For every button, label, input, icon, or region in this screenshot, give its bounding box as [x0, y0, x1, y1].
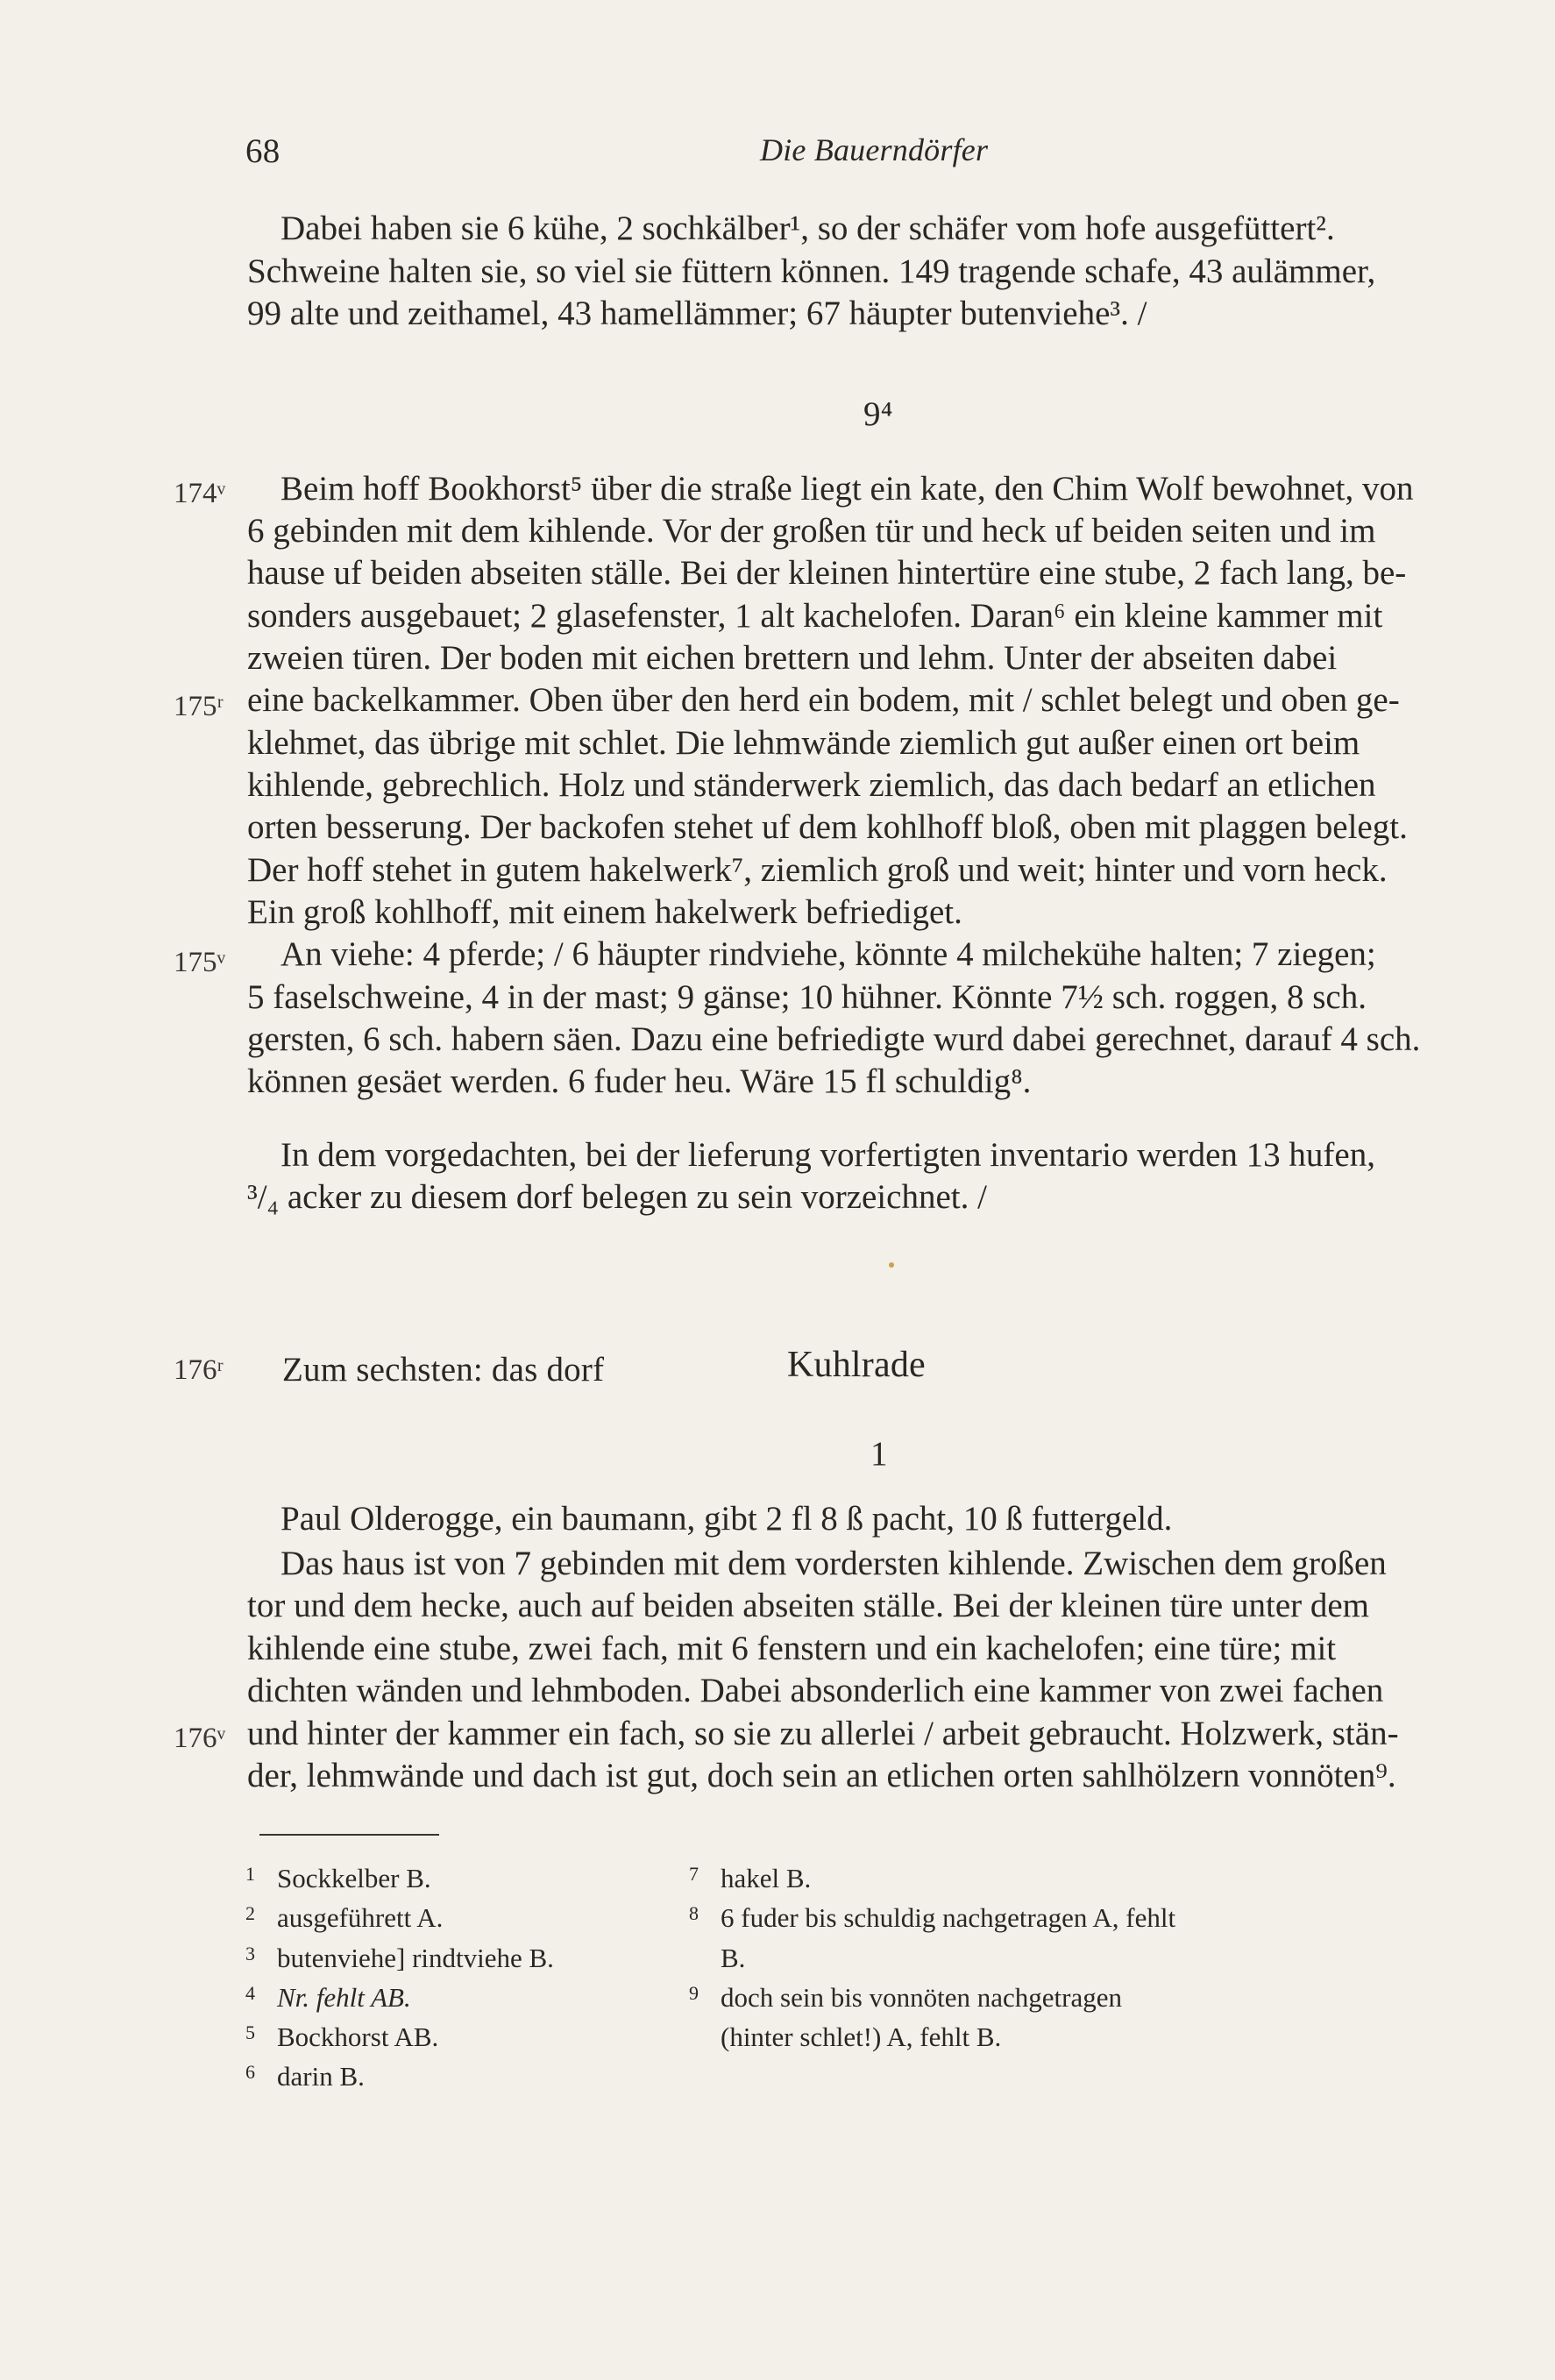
village-intro: Zum sechsten: das dorf — [282, 1351, 605, 1389]
footnote-number: 1 — [245, 1863, 255, 1885]
footnote-text: ausgeführett A. — [277, 1902, 444, 1933]
folio-marker: 175ᵛ — [174, 947, 226, 978]
text-line: orten besserung. Der backofen stehet uf dem kohlhoff bloß, oben mit plaggen belegt. — [247, 808, 1408, 846]
text-line: An viehe: 4 pferde; / 6 häupter rindviehe, könnte 4 milchekühe halten; 7 ziegen; — [280, 935, 1376, 973]
footnote-text: B. — [721, 1943, 746, 1973]
text-line: dichten wänden und lehmboden. Dabei absonderlich eine kammer von zwei fachen — [247, 1672, 1384, 1709]
footnote-text: doch sein bis vonnöten nachgetragen — [721, 1982, 1122, 2013]
text-line: Paul Olderogge, ein baumann, gibt 2 fl 8 ß pacht, 10 ß futtergeld. — [280, 1500, 1173, 1538]
footnote-continuation — [689, 1943, 745, 1974]
folio-marker: 174ᵛ — [174, 478, 226, 509]
text-line: und hinter der kammer ein fach, so sie zu allerlei / arbeit gebraucht. Holzwerk, stän- — [247, 1715, 1399, 1752]
footnote-text: darin B. — [277, 2061, 365, 2092]
footnote-number: 2 — [245, 1902, 255, 1924]
folio-marker: 176ᵛ — [174, 1723, 226, 1754]
text-line: ³/₄ acker zu diesem dorf belegen zu sein vorzeichnet. / — [247, 1178, 987, 1216]
text-line: 6 gebinden mit dem kihlende. Vor der großen tür und heck uf beiden seiten und im — [247, 512, 1376, 550]
footnote — [689, 1863, 811, 1894]
section-number: 9⁴ — [863, 395, 893, 433]
footnote-text: butenviehe] rindtviehe B. — [277, 1943, 554, 1973]
folio-marker: 176ʳ — [174, 1354, 224, 1386]
footnote-number: 4 — [245, 1982, 255, 2004]
text-line: Beim hoff Bookhorst⁵ über die straße liegt ein kate, den Chim Wolf bewohnet, von — [280, 470, 1414, 508]
text-line: klehmet, das übrige mit schlet. Die lehmwände ziemlich gut außer einen ort beim — [247, 724, 1360, 762]
footnote — [245, 2021, 438, 2053]
footnote — [245, 1902, 443, 1934]
text-line: kihlende eine stube, zwei fach, mit 6 fenstern und ein kachelofen; eine türe; mit — [247, 1630, 1337, 1667]
footnote — [245, 1863, 431, 1894]
entry-number: 1 — [870, 1435, 888, 1473]
text-line: kihlende, gebrechlich. Holz und ständerwerk ziemlich, das dach bedarf an etlichen — [247, 766, 1376, 804]
footnote-text: Sockkelber B. — [277, 1863, 431, 1893]
text-line: Schweine halten sie, so viel sie füttern können. 149 tragende schafe, 43 aulämmer, — [247, 252, 1376, 290]
text-line: zweien türen. Der boden mit eichen brettern und lehm. Unter der abseiten dabei — [247, 639, 1338, 677]
village-title: Kuhlrade — [787, 1345, 926, 1385]
folio-marker: 175ʳ — [174, 691, 224, 722]
footnote-rule — [259, 1834, 439, 1836]
footnote — [245, 2061, 365, 2092]
text-line: Dabei haben sie 6 kühe, 2 sochkälber¹, so der schäfer vom hofe ausgefüttert². — [280, 210, 1335, 247]
text-line: können gesäet werden. 6 fuder heu. Wäre 15 fl schuldig⁸. — [247, 1062, 1032, 1100]
footnote-number: 8 — [689, 1902, 699, 1924]
footnote — [245, 1943, 554, 1974]
text-line: tor und dem hecke, auch auf beiden abseiten ställe. Bei der kleinen türe unter dem — [247, 1587, 1370, 1624]
stain-dot — [889, 1262, 894, 1268]
text-line: der, lehmwände und dach ist gut, doch sein an etlichen orten sahlhölzern vonnöten⁹. — [247, 1757, 1396, 1794]
page-number: 68 — [245, 132, 280, 170]
footnote-continuation — [689, 2021, 1001, 2053]
text-line: hause uf beiden abseiten ställe. Bei der kleinen hintertüre eine stube, 2 fach lang, be- — [247, 554, 1407, 592]
footnote-number: 7 — [689, 1863, 699, 1885]
footnote — [689, 1902, 1175, 1934]
text-line: gersten, 6 sch. habern säen. Dazu eine befriedigte wurd dabei gerechnet, darauf 4 sch. — [247, 1020, 1421, 1058]
footnote-text: Nr. fehlt AB. — [277, 1982, 411, 2013]
text-line: Ein groß kohlhoff, mit einem hakelwerk befriediget. — [247, 893, 962, 931]
footnote-number: 6 — [245, 2061, 255, 2083]
text-line: Das haus ist von 7 gebinden mit dem vordersten kihlende. Zwischen dem großen — [280, 1545, 1387, 1582]
footnote-number: 3 — [245, 1943, 255, 1964]
text-line: Der hoff stehet in gutem hakelwerk⁷, ziemlich groß und weit; hinter und vorn heck. — [247, 851, 1388, 889]
footnote — [245, 1982, 411, 2014]
footnote-text: Bockhorst AB. — [277, 2021, 439, 2052]
footnote-number: 5 — [245, 2021, 255, 2043]
text-line: In dem vorgedachten, bei der lieferung vorfertigten inventario werden 13 hufen, — [280, 1136, 1375, 1174]
footnote-text: hakel B. — [721, 1863, 812, 1893]
running-title: Die Bauerndörfer — [760, 132, 989, 167]
footnote-text: (hinter schlet!) A, fehlt B. — [721, 2021, 1002, 2052]
footnote-number: 9 — [689, 1982, 699, 2004]
text-line: eine backelkammer. Oben über den herd ein bodem, mit / schlet belegt und oben ge- — [247, 681, 1400, 719]
footnote — [689, 1982, 1122, 2014]
footnote-text: 6 fuder bis schuldig nachgetragen A, fehlt — [721, 1902, 1176, 1933]
text-line: 99 alte und zeithamel, 43 hamellämmer; 67 häupter butenviehe³. / — [247, 295, 1147, 332]
text-line: sonders ausgebauet; 2 glasefenster, 1 alt kachelofen. Daran⁶ ein kleine kammer mit — [247, 597, 1383, 635]
text-line: 5 faselschweine, 4 in der mast; 9 gänse; 10 hühner. Könnte 7½ sch. roggen, 8 sch. — [247, 978, 1367, 1016]
